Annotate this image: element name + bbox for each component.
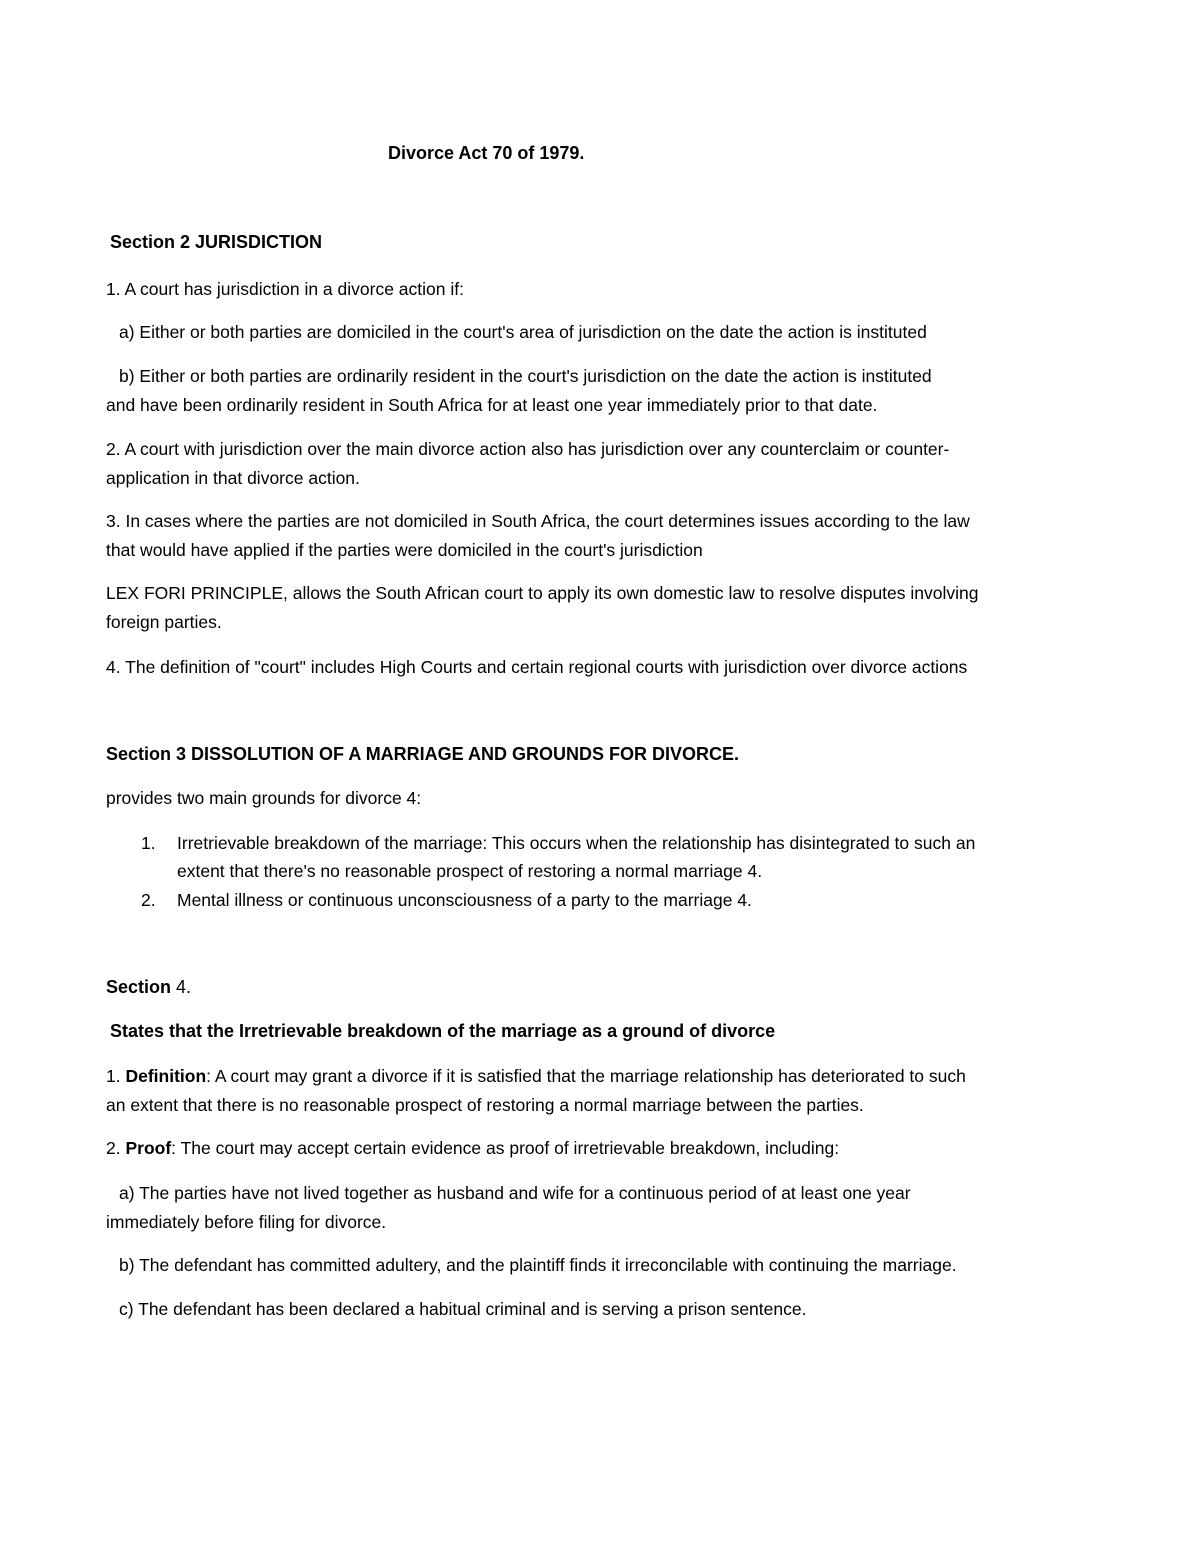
list-item-1-line-1: Irretrievable breakdown of the marriage: This occurs when the relationship has disintegrated to such an [177,833,976,853]
section-2-paragraph-1a: a) Either or both parties are domiciled in the court's area of jurisdiction on the date the action is instituted [119,322,927,342]
definition-text: : A court may grant a divorce if it is satisfied that the marriage relationship has deteriorated to such [206,1066,966,1086]
proof-line [106,1134,1106,1163]
lex-fori-line-2: foreign parties. [106,612,222,632]
section-4-heading-bold: Section [106,977,172,997]
proof-item-b: b) The defendant has committed adultery, and the plaintiff finds it irreconcilable with continuing the marriage. [119,1255,957,1275]
list-item-2-line-1: Mental illness or continuous unconsciousness of a party to the marriage 4. [177,890,752,910]
lex-fori-line-1: LEX FORI PRINCIPLE, allows the South African court to apply its own domestic law to resolve disputes involving [106,583,979,603]
definition-label: Definition [125,1066,207,1086]
section-2-paragraph-3-line-2: that would have applied if the parties were domiciled in the court's jurisdiction [106,540,703,560]
list-item-number: 1. [141,833,156,853]
definition-number: 1. [106,1066,126,1086]
proof-number: 2. [106,1138,126,1158]
proof-item-a-line-1: a) The parties have not lived together as husband and wife for a continuous period of at least one year [119,1183,911,1203]
list-item-number: 2. [141,890,156,910]
definition-line-1 [106,1062,1106,1091]
proof-item-c: c) The defendant has been declared a habitual criminal and is serving a prison sentence. [119,1299,807,1319]
proof-label: Proof [125,1138,172,1158]
document-title: Divorce Act 70 of 1979. [388,143,585,163]
proof-item-a-line-2: immediately before filing for divorce. [106,1212,387,1232]
section-4-heading [106,973,1106,1002]
section-2-heading: Section 2 JURISDICTION [110,232,323,252]
proof-text: : The court may accept certain evidence as proof of irretrievable breakdown, including: [171,1138,840,1158]
section-2-paragraph-1b-line-1: b) Either or both parties are ordinarily resident in the court's jurisdiction on the date the action is instituted [119,366,932,386]
section-2-paragraph-3-line-1: 3. In cases where the parties are not domiciled in South Africa, the court determines issues according to the law [106,511,970,531]
definition-line-2: an extent that there is no reasonable prospect of restoring a normal marriage between the parties. [106,1095,864,1115]
section-2-paragraph-2-line-1: 2. A court with jurisdiction over the main divorce action also has jurisdiction over any counterclaim or counter- [106,439,950,459]
section-3-heading: Section 3 DISSOLUTION OF A MARRIAGE AND GROUNDS FOR DIVORCE. [106,744,740,764]
section-2-paragraph-1b-line-2: and have been ordinarily resident in South Africa for at least one year immediately prior to that date. [106,395,878,415]
section-2-paragraph-1: 1. A court has jurisdiction in a divorce action if: [106,279,464,299]
section-2-paragraph-4: 4. The definition of "court" includes High Courts and certain regional courts with jurisdiction over divorce actions [106,657,968,677]
section-3-intro: provides two main grounds for divorce 4: [106,788,422,808]
section-4-heading-number: 4. [171,977,192,997]
list-item-1-line-2: extent that there's no reasonable prospect of restoring a normal marriage 4. [177,861,763,881]
section-2-paragraph-2-line-2: application in that divorce action. [106,468,360,488]
section-4-subheading: States that the Irretrievable breakdown of the marriage as a ground of divorce [110,1021,776,1041]
